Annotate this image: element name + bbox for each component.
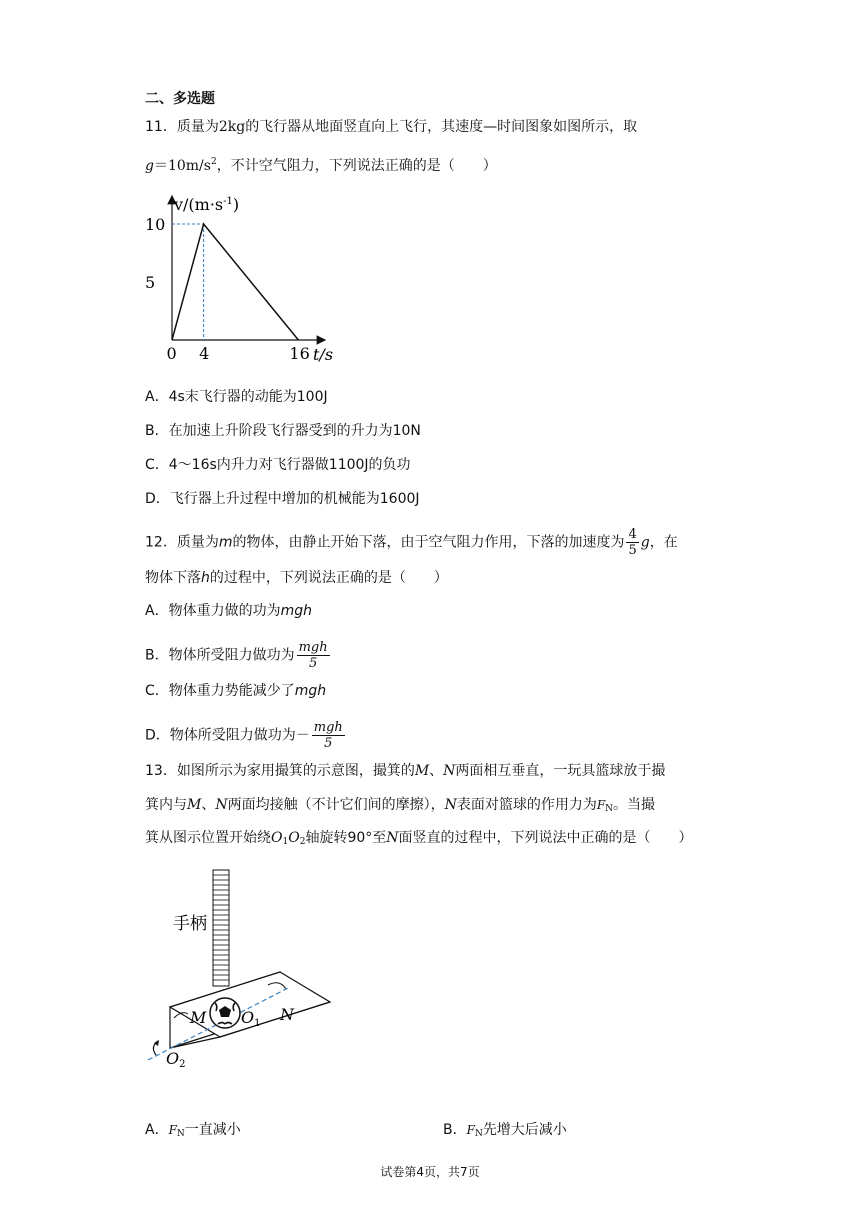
q12-stem-line2: 物体下落h的过程中，下列说法正确的是（ ）: [145, 570, 448, 586]
q13-option-a[interactable]: A．$F_N$一直减小: [145, 1122, 241, 1139]
basketball-icon: [210, 998, 240, 1028]
x-axis-label: t/s: [313, 345, 334, 364]
label-o1: O1: [241, 1008, 261, 1029]
q13-stem-line3: 箕从图示位置开始绕$O_1O_2$轴旋转90°至N面竖直的过程中，下列说法中正确的是（ ）: [145, 830, 693, 847]
q12-option-a[interactable]: A．物体重力做的功为mgh: [145, 603, 312, 619]
y-tick-label: 10: [145, 215, 166, 234]
q13-option-b[interactable]: B．$F_N$先增大后减小: [443, 1122, 567, 1139]
velocity-line: [172, 224, 298, 340]
q11-stem-line2: $g=10m/s^2$，不计空气阻力，下列说法正确的是（ ）: [145, 157, 497, 174]
q11-number: 11．: [145, 119, 177, 135]
label-m: M: [190, 1008, 207, 1027]
q12-option-d[interactable]: D．物体所受阻力做功为－ $\frac{\text{mgh}}{5}$: [145, 720, 343, 751]
x-tick-label: 16: [289, 344, 310, 363]
handle: [213, 870, 229, 986]
x-tick-label: 4: [199, 344, 210, 363]
q11-option-b[interactable]: B．在加速上升阶段飞行器受到的升力为10N: [145, 423, 421, 439]
y-tick-label: 5: [145, 273, 156, 292]
q12-accel-fraction: $\frac{4}{5}$: [628, 527, 637, 558]
q12-option-b[interactable]: B．物体所受阻力做功为 $\frac{\text{mgh}}{5}$: [145, 640, 328, 671]
q12-option-c[interactable]: C．物体重力势能减少了mgh: [145, 683, 327, 699]
velocity-time-graph: [145, 188, 345, 368]
page-footer: 试卷第4页，共7页: [380, 1165, 480, 1179]
section-heading: 二、多选题: [145, 91, 215, 107]
dustpan-diagram: [140, 865, 340, 1075]
q11-option-a[interactable]: A．4s末飞行器的动能为100J: [145, 389, 328, 405]
label-n: N: [280, 1005, 294, 1024]
q13-stem-line2: 箕内与M、N两面均接触（不计它们间的摩擦），N表面对篮球的作用力为$F_N$。当撮: [145, 797, 656, 814]
q11-stem-line1: 11．质量为2kg的飞行器从地面竖直向上飞行，其速度—时间图象如图所示，取: [145, 119, 638, 135]
x-tick-label: 0: [166, 344, 177, 363]
q11-option-c[interactable]: C．4～16s内升力对飞行器做1100J的负功: [145, 457, 411, 473]
q11-option-d[interactable]: D．飞行器上升过程中增加的机械能为1600J: [145, 491, 420, 507]
handle-label: 手柄: [173, 914, 207, 934]
q12-stem-line1: 12．质量为m的物体，由静止开始下落，由于空气阻力作用，下落的加速度为 $\frac{4}{5}$ g，在: [145, 527, 678, 558]
label-o2: O2: [166, 1049, 186, 1070]
q13-stem-line1: 13．如图所示为家用撮箕的示意图，撮箕的M、N两面相互垂直，一玩具篮球放于撮: [145, 763, 666, 779]
y-axis-label: $v/(m\cdot s^{-1})$: [174, 195, 240, 214]
